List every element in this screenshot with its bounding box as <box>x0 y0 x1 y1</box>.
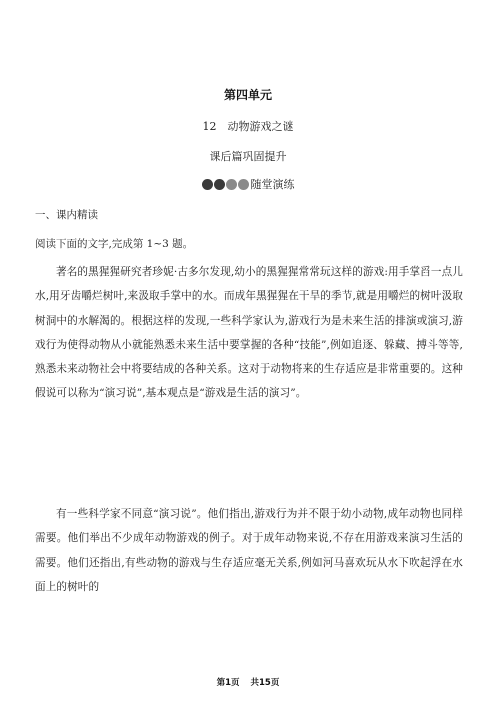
section-title: 课后篇巩固提升 <box>209 150 287 163</box>
lesson-title: 12 动物游戏之谜 <box>202 120 294 133</box>
page-total: 共15页 <box>250 678 280 688</box>
practice-banner <box>0 176 496 192</box>
dot-icon-4 <box>238 179 249 190</box>
banner-dots-icon <box>202 179 249 190</box>
dot-icon-2 <box>214 179 225 190</box>
unit-title: 第四单元 <box>223 88 272 102</box>
dot-icon-1 <box>202 179 213 190</box>
part-heading: 一、课内精读 <box>35 209 98 221</box>
paragraph-1: 著名的黑猩猩研究者珍妮·古多尔发现,幼小的黑猩猩常常玩这样的游戏:用手掌舀一点儿水,用牙齿嚼烂树叶,来汲取手掌中的水。而成年黑猩猩在干旱的季节,就是用嚼烂的树叶汲取树洞中的水解渴的。根据这样的发现,一些科学家认为,游戏行为是未来生活的排演或演习,游戏行为使得动物从小就能熟悉未来生活中要掌握的各种“技能”,例如追逐、躲藏、搏斗等等,熟悉未来动物社会中将要结成的各种关系。这对于动物将来的生存适应是非常重要的。这种假说可以称为“演习说”,基本观点是“游戏是生活的演习”。 <box>35 266 463 400</box>
page-number: 第1页 <box>216 678 240 688</box>
paragraph-2: 有一些科学家不同意“演习说”。他们指出,游戏行为并不限于幼小动物,成年动物也同样需要。他们举出不少成年动物游戏的例子。对于成年动物来说,不存在用游戏来演习生活的需要。他们还指出,有些动物的游戏与生存适应毫无关系,例如河马喜欢玩从水下吹起浮在水面上的树叶的 <box>35 508 463 593</box>
reading-instruction: 阅读下面的文字,完成第 1~3 题。 <box>35 238 194 250</box>
banner-label: 随堂演练 <box>250 178 295 191</box>
page-footer <box>0 676 496 688</box>
dot-icon-3 <box>226 179 237 190</box>
